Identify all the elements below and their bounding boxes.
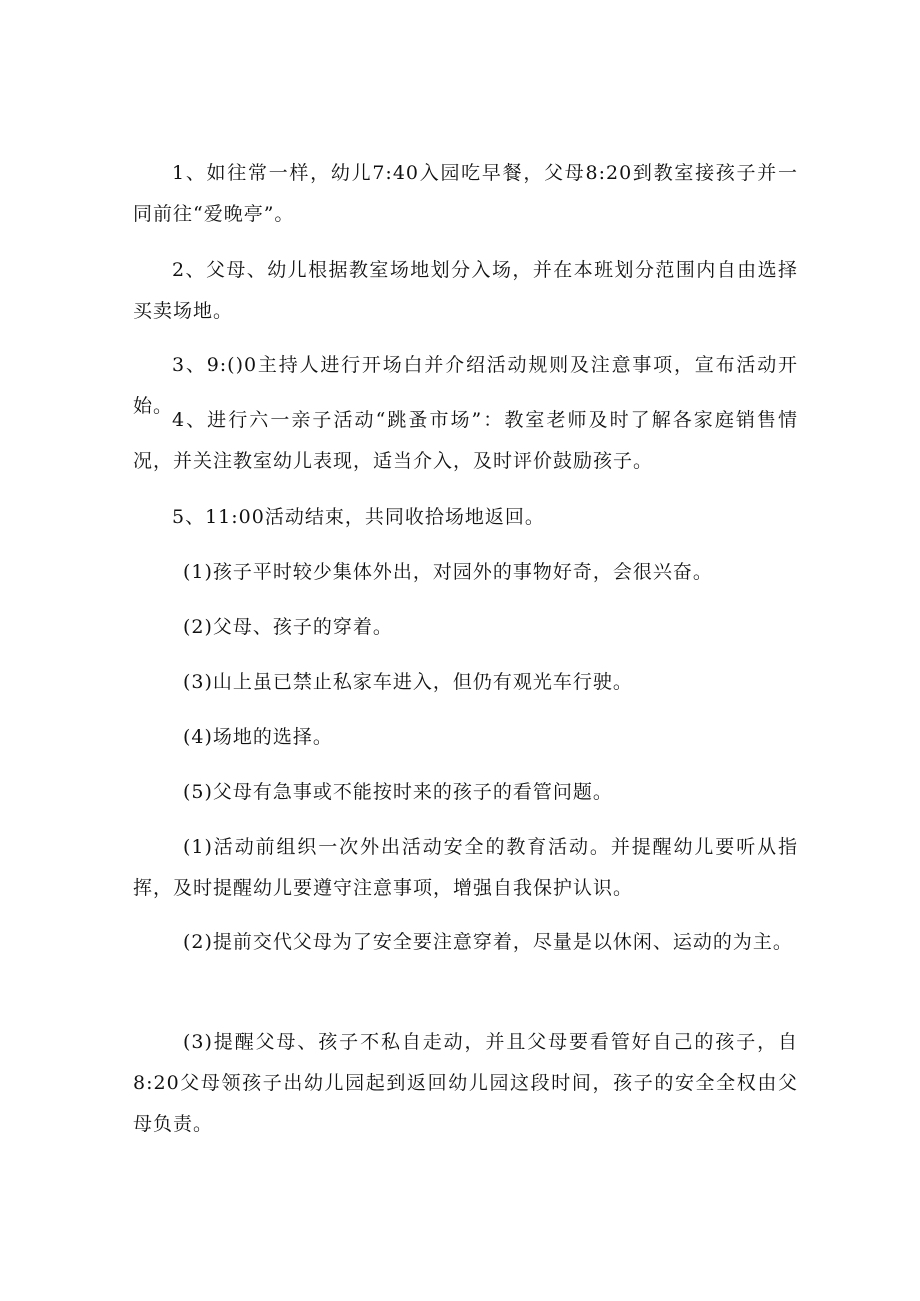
paragraph-2: 2、父母、幼儿根据教室场地划分入场，并在本班划分范围内自由选择买卖场地。: [133, 259, 798, 322]
paragraph-5: 5、11:00活动结束，共同收拾场地返回。: [172, 506, 545, 528]
paragraph-measure-2: (2)提前交代父母为了安全要注意穿着，尽量是以休闲、运动的为主。: [183, 931, 793, 953]
paragraph-risk-1: (1)孩子平时较少集体外出，对园外的事物好奇，会很兴奋。: [183, 561, 713, 583]
paragraph-risk-3: (3)山上虽已禁止私家车进入，但仍有观光车行驶。: [183, 671, 633, 693]
paragraph-measure-3: (3)提醒父母、孩子不私自走动，并且父母要看管好自己的孩子，自8:20父母领孩子出幼儿园起到返回幼儿园这段时间，孩子的安全全权由父母负责。: [133, 1031, 798, 1135]
paragraph-measure-1: (1)活动前组织一次外出活动安全的教育活动。并提醒幼儿要听从指挥，及时提醒幼儿要遵守注意事项，增强自我保护认识。: [133, 836, 798, 899]
paragraph-4: 4、进行六一亲子活动“跳蚤市场”：教室老师及时了解各家庭销售情况，并关注教室幼儿表现，适当介入，及时评价鼓励孩子。: [133, 409, 798, 472]
paragraph-1: 1、如往常一样，幼儿7:40入园吃早餐，父母8:20到教室接孩子并一同前往“爱晚亭”。: [133, 162, 798, 225]
paragraph-risk-2: (2)父母、孩子的穿着。: [183, 616, 393, 638]
paragraph-risk-4: (4)场地的选择。: [183, 726, 333, 748]
paragraph-3: 3、9:()0主持人进行开场白并介绍活动规则及注意事项，宣布活动开始。: [133, 354, 798, 417]
paragraph-risk-5: (5)父母有急事或不能按时来的孩子的看管问题。: [183, 781, 613, 803]
